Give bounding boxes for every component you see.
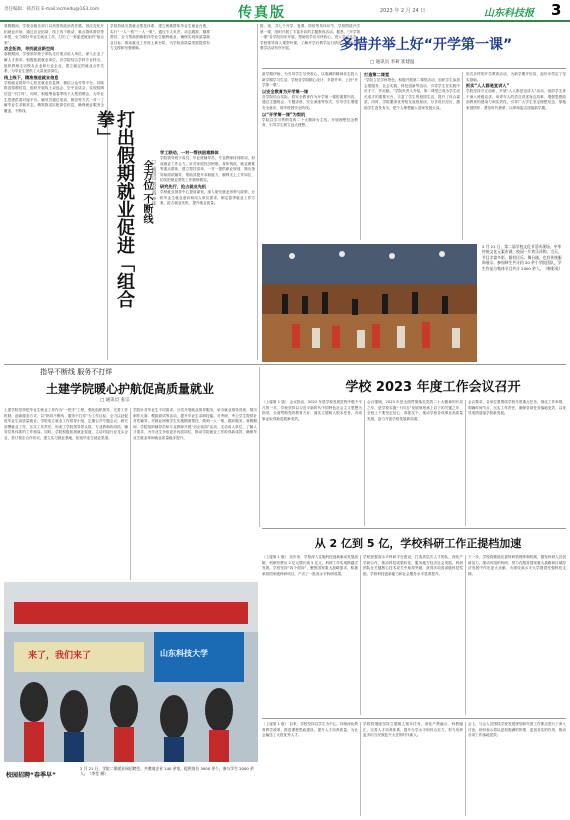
column-rule (360, 722, 361, 816)
bottom-col2: 学校将继续坚持立德树人根本任务，深化产教融合、科教融汇，完善人才培养体系，提升办学水平和综合实力，努力培养更多担当民族复兴大任的时代新人。 (363, 722, 463, 738)
first-class-byline: □ 通讯员 李莉 崔建温 (370, 60, 415, 65)
jobs-sub-3: 学工联动，一对一帮扶困难群体 (160, 150, 219, 155)
section-name: 传真版 (238, 5, 286, 21)
column-rule (360, 72, 361, 240)
jobs-byline: □ 通讯员 刘英英 李泽 (151, 160, 156, 206)
column-rule (462, 72, 463, 240)
column-rule (257, 24, 258, 360)
column-rule (465, 722, 466, 816)
jobs-sub-1: 访企拓岗，寻找就业新空间 (4, 46, 55, 52)
first-class-sub-1: 以安全教育为开学第一课 (262, 88, 309, 94)
job-fair-caption: 2 月 21 日，学院二期就业网招聘会。共邀请企业 140 余家，提供岗位 3000 余个，参与学生 2000 余人。（李莹 摄） (80, 766, 254, 777)
first-class-col1: 新学期伊始，为引导学生尽快收心，以饱满的精神状态投入新学期学习生活，学校各学院精心设计、多措并举，上好“开学第一课”。 以安全教育为开学第一课 各学院结合实际，将安全教育作为开学第一课的重要内容，通过主题班会、专题讲座、安全演练等形式，引导学生增强安全意识，筑牢校园安全防线。 以“开学第一课”为契机 学院以学习贯彻党的二十大精神为主线，开展理想信念教育，引导学生树立远大理想。 (262, 72, 358, 128)
jobs-headline: 打出假期就业促进「组合拳」 (94, 110, 135, 308)
research-col3: 下一步，学校将继续完善科研管理体制机制，激发科研人员创新活力，推动有组织科研，努力在服务国家重大战略和区域经济发展中作出更大贡献，为建设高水平大学提供坚强科技支撑。 (468, 555, 566, 576)
newspaper-logo: 山东科技报 (484, 8, 534, 19)
bottom-tag: （上接第 1 版） (262, 722, 289, 726)
job-fair-banner: 山东科技大学 (160, 649, 208, 658)
column-rule (364, 400, 365, 526)
divider (262, 68, 566, 69)
job-fair-caption-title: 校园招聘“春季早” (6, 772, 56, 779)
column-rule (107, 24, 108, 360)
bottom-col1: （上接第 1 版） 以来，学校坚持以学生为中心，持续深化教育教学改革，推进课程思政建设，提升人才培养质量，为社会输送了大批优秀人才。 (262, 722, 358, 738)
first-class-sub-2: 以“开学第一课”为契机 (262, 111, 306, 117)
meeting-col1: （上接第 1 版） 会议指出，2022 年是学校发展进程中极不平凡的一年，学校坚持以习近平新时代中国特色社会主义思想为指导，全面贯彻党的教育方针，落实立德树人根本任务，各项事业取得新进展新成效。 (262, 400, 362, 421)
issue-date: 2023 年 2 月 24 日 (380, 8, 426, 14)
poverty-col1: 土建学院坚持把毕业生就业工作作为“一把手”工程，强化组织领导，完善工作机制，创新服务方式，以“指导不断线、服务不打烊”为工作目标，全力以赴促进毕业生高质量就业。学院成立就业工作领导小组，定期召开专题会议，研究部署就业工作，压实工作责任，形成了学院领导带头抓、专业教师协同抓、辅导员具体抓的工作格局。同时，学院积极拓展就业渠道，主动对接行业龙头企业，签订校企合作协议，建立实习就业基地，拓宽毕业生就业渠道。 (4, 408, 128, 440)
poverty-col2: 学院针对毕业生不同需求，分类开展就业指导服务，举办就业指导讲座、简历制作大赛、模拟面试等活动，提升毕业生求职技能。对考研、考公学生提供针对性辅导，对就业困难学生实施精准帮扶，做到一人一策、跟踪服务。寒假期间，学院组织辅导员和专业教师开展“访企拓岗”活动，走访用人单位，了解人才需求，为毕业生争取更多优质岗位，推动学院就业工作取得新成效，确保毕业生就业率和就业质量稳步提升。 (133, 408, 257, 440)
column-rule (259, 367, 260, 527)
divider (4, 364, 566, 365)
center-text-top: 推、现，共七个开学、复课、防疫等具体环节，学校围绕开学第一课，组织开展了丰富多彩的主题教育活动。据悉，“开学第一课”各学院同步开展，帮助同学们尽快收心，进入学习状态。学校领导深入课堂听课，了解开学后教学运行情况，确保各项教学活动有序开展。 (260, 24, 360, 51)
column-rule (465, 555, 466, 715)
jobs-text-col2: 学校持续完善就业帮扶体系，建立困难群体毕业生就业台账，实行“一人一档”“一人一策”，通过专人负责、动态跟踪、精准帮扶，全力帮助困难群体毕业生顺利就业，确保实现高质量就业目标，推动就业工作再上新台阶，为学校高质量发展提供有力支撑和坚强保障。 (110, 24, 210, 51)
editor-email: 责任编辑：韩苏钰 E-mail:ecmedu@163.com (4, 7, 100, 12)
stadium-photo-caption: 2 月 21 日，第二届学校文化节活动现场，中华传统文化元素布满，校园一片欢乐祥和。当天，节目丰富多彩，既有民乐、舞台剧，也有传统服饰展示，参加师生共计约 20 余个学院团队，学生作品与集体节目共计 2000 余人。（韩彩英） (482, 244, 563, 271)
first-class-col3: 形式多样的开学教育活动，为新学期开好局、起好步奠定了坚实基础。 抓实“人人都是宣讲人” 学院坚持守正创新，开展“人人都是宣讲人”活动，组织学生骨干深入班级宣讲，用青年人的语言讲述身边故事，增强思想政治教育的感染力和实效性，引导广大学生坚定理想信念、厚植家国情怀、勇担时代使命，以昂扬姿态迎接新学期。 (466, 72, 566, 110)
divider (262, 528, 566, 529)
jobs-text-col3: 学工联动，一对一帮扶困难群体 学院领导班子成员、毕业班辅导员、专业教师协同联动，形成就业工作合力。针对家庭经济困难、身体残疾、就业困难等重点群体，建立帮扶清单，一对一提供职业规划、简历指导和面试辅导，帮助其提升求职能力，顺利走上工作岗位，切实把就业帮扶工作做细做实。 研究先行，抢占就业先机 学校就业指导中心提前谋划，深入研究就业形势与政策，分析毕业生就业意向和用人单位需求，制定春季就业工作方案，抢占就业先机，提升就业质量。 (160, 150, 255, 206)
research-col1: （上接第 1 版） 近年来，学校深入实施科技创新驱动发展战略，科研经费从 2 亿元增长到 5 亿元，科研工作实现跨越式发展。学校坚持“四个面向”，聚焦国家重大战略需求，积极承担国家级科研项目，产出了一批高水平科研成果。 (262, 555, 358, 576)
research-col2: 学校加强高水平科研平台建设，打造高层次人才团队，深化产学研合作，推动科技成果转化，服务地方经济社会发展。科研团队在关键核心技术攻关中取得突破，获得多项省部级科技奖励，学校科技创新能力和社会服务水平显著提升。 (363, 555, 463, 576)
meeting-col2: 会议强调，2023 年是全面贯彻落实党的二十大精神的开局之年，是学校实施“十四五”发展规划承上启下的关键之年，全校上下要坚定信心、真抓实干，推动学校各项事业高质量发展，奋力开创学校发展新局面。 (367, 400, 463, 421)
stadium-photo (262, 244, 477, 362)
bottom-col3: 会上，与会人员围绕学校发展规划和年度工作要点进行了深入讨论，纷纷表示将以更加饱满的热情、更加务实的作风，推动各项工作落地见效。 (468, 722, 566, 738)
first-class-sub-4: 抓实“人人都是宣讲人” (466, 83, 510, 89)
page-number: 3 (551, 1, 562, 19)
jobs-text-col1: 寒假期间，学校各级各部门以高度的政治责任感，因应变化开拓就业市场，通过访企拓岗、线上线下联动、重点群体帮扶等举措，全力做好毕业生就业工作，打出了一套促进就业的“组合拳”。 访企拓岗，寻找就业新空间 寒假期间，学校领导班子带队走访重点用人单位，深入企业了解人才需求，积极拓展就业岗位。各学院结合学科专业特点，组织教师走访校友企业和行业企业，建立稳定的就业合作关系，为毕业生提供了大量优质岗位。 线上线下，精准推送就业信息 学校就业指导中心依托就业信息网、微信公众号等平台，持续推送招聘信息，组织开展线上双选会、空中宣讲会，实现招聘信息“不打烊”。同时，积极筹备春季线下大型招聘会，为毕业生搭建供需对接平台。辅导员通过电话、微信等方式一对一了解毕业生求职状态，精准推送匹配岗位信息，确保就业服务全覆盖、不断线。 (4, 24, 104, 113)
divider (262, 718, 566, 719)
first-class-sub-3: 打造第二课堂 (364, 72, 390, 77)
first-class-headline: 多措并举上好“开学第一课” (339, 37, 513, 53)
jobs-sub-2: 线上线下，精准推送就业信息 (4, 74, 59, 80)
research-headline: 从 2 亿到 5 亿，学校科研工作正提档加速 (314, 537, 522, 550)
job-fair-photo-graphic (4, 582, 258, 762)
poverty-headline: 土建学院暖心护航促高质量就业 (45, 382, 214, 396)
research-tag: （上接第 1 版） (262, 555, 289, 559)
jobs-headline-block (94, 110, 158, 325)
column-rule (130, 408, 131, 580)
stadium-photo-graphic (262, 244, 477, 362)
job-fair-photo (4, 582, 258, 762)
poverty-kicker: 指导不断线 服务不打烊 (40, 368, 113, 376)
job-fair-sign: 来了，我们来了 (28, 651, 92, 661)
meeting-tag: （上接第 1 版） (262, 400, 289, 404)
jobs-kicker: 全方位 不断线 (141, 160, 152, 224)
meeting-headline: 学校 2023 年度工作会议召开 (345, 380, 521, 395)
poverty-byline: □ 通讯员 张宗 (100, 398, 130, 403)
jobs-sub-4: 研究先行，抢占就业先机 (160, 183, 207, 189)
meeting-col3: 会议要求，各单位要围绕学校年度重点任务，细化工作举措，明确时间节点，压实工作责任，确保各项任务落地见效，以优异成绩迎接学校新发展。 (468, 400, 566, 416)
column-rule (360, 555, 361, 715)
column-rule (465, 400, 466, 526)
first-class-col2: 打造第二课堂 “学院立足学科特色，积极开展第二课堂活动，组织学生参加志愿服务、社会实践、科技创新等活动，引导学生在实践中长才干、作贡献。”学院负责人介绍，第二课堂已成为学生成长成才的重要平台，丰富了学生的校园生活，提升了综合素质。同时，学院邀请优秀校友返校座谈，分享成长经历，激励学生奋发有为，把个人理想融入国家发展大局。 (364, 72, 460, 110)
